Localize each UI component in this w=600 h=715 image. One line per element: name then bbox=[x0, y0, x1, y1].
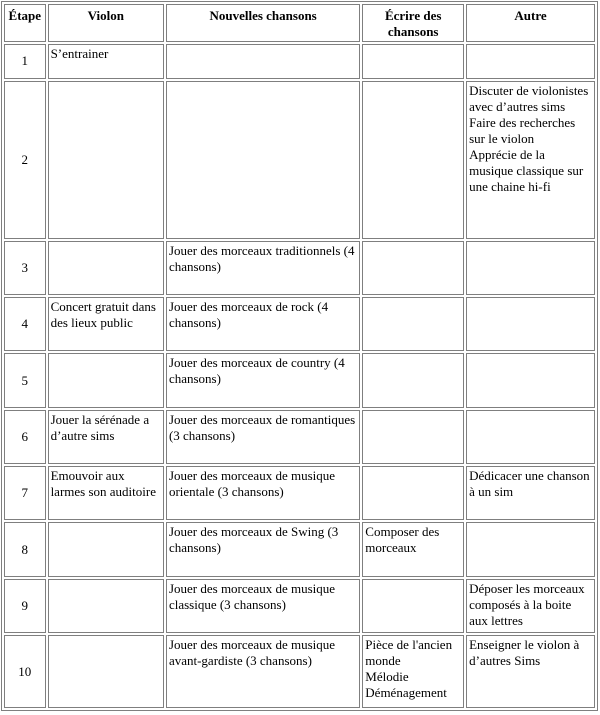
other-cell bbox=[466, 579, 595, 633]
step-number: 9 bbox=[4, 579, 46, 633]
header-other: Autre bbox=[466, 4, 595, 42]
violin-cell bbox=[48, 410, 164, 464]
violin-cell bbox=[48, 635, 164, 708]
write-text: Pièce de l'ancien monde bbox=[365, 637, 453, 669]
violin-cell bbox=[48, 241, 164, 295]
violin-text: S’entrainer bbox=[50, 46, 109, 61]
other-text: Dédicacer une chanson à un sim bbox=[469, 468, 590, 500]
violin-text: Emouvoir aux larmes son auditoire bbox=[50, 468, 156, 500]
write-text: Mélodie bbox=[365, 669, 409, 685]
other-text: Apprécie de la musique classique sur une chaine hi-fi bbox=[469, 146, 584, 194]
table-row bbox=[4, 81, 595, 239]
step-number: 5 bbox=[4, 353, 46, 407]
header-violin: Violon bbox=[48, 4, 164, 42]
write-cell bbox=[362, 353, 464, 407]
table-row bbox=[4, 297, 595, 351]
songs-text: Jouer des morceaux de Swing (3 chansons) bbox=[168, 524, 339, 556]
violin-cell bbox=[48, 522, 164, 576]
violin-cell bbox=[48, 44, 164, 79]
violin-cell bbox=[48, 81, 164, 239]
other-text: Déposer les morceaux composés à la boite aux lettres bbox=[469, 580, 585, 628]
songs-text: Jouer des morceaux de country (4 chansons) bbox=[168, 355, 345, 387]
write-cell bbox=[362, 81, 464, 239]
songs-text: Jouer des morceaux de musique classique (3 chansons) bbox=[168, 580, 336, 612]
table-body bbox=[4, 44, 595, 708]
songs-cell bbox=[166, 466, 360, 520]
violin-text: Jouer la sérénade a d’autre sims bbox=[50, 411, 150, 443]
songs-cell bbox=[166, 635, 360, 708]
skills-table bbox=[1, 1, 598, 711]
step-number: 7 bbox=[4, 466, 46, 520]
step-number: 3 bbox=[4, 241, 46, 295]
other-text: Faire des recherches sur le violon bbox=[469, 114, 576, 146]
songs-cell bbox=[166, 44, 360, 79]
write-text: Composer des morceaux bbox=[365, 524, 440, 556]
table-row bbox=[4, 579, 595, 633]
table-row bbox=[4, 44, 595, 79]
other-cell bbox=[466, 81, 595, 239]
songs-cell bbox=[166, 297, 360, 351]
step-number: 4 bbox=[4, 297, 46, 351]
other-cell bbox=[466, 353, 595, 407]
violin-cell bbox=[48, 353, 164, 407]
songs-cell bbox=[166, 353, 360, 407]
step-number: 1 bbox=[4, 44, 46, 79]
write-cell bbox=[362, 466, 464, 520]
other-cell bbox=[466, 241, 595, 295]
write-cell bbox=[362, 635, 464, 708]
write-cell bbox=[362, 44, 464, 79]
other-text: Discuter de violonistes avec d’autres sims bbox=[469, 82, 589, 114]
other-cell bbox=[466, 635, 595, 708]
other-text: Enseigner le violon à d’autres Sims bbox=[469, 637, 580, 669]
header-write: Écrire des chansons bbox=[362, 4, 464, 42]
songs-text: Jouer des morceaux de rock (4 chansons) bbox=[168, 299, 329, 331]
header-row bbox=[4, 4, 595, 42]
violin-cell bbox=[48, 466, 164, 520]
other-cell bbox=[466, 297, 595, 351]
header-songs: Nouvelles chansons bbox=[166, 4, 360, 42]
table-row bbox=[4, 466, 595, 520]
write-cell bbox=[362, 410, 464, 464]
songs-cell bbox=[166, 579, 360, 633]
violin-cell bbox=[48, 579, 164, 633]
songs-cell bbox=[166, 522, 360, 576]
write-cell bbox=[362, 579, 464, 633]
table-row bbox=[4, 410, 595, 464]
write-text: Déménagement bbox=[365, 685, 447, 701]
songs-cell bbox=[166, 81, 360, 239]
step-number: 10 bbox=[4, 635, 46, 708]
write-cell bbox=[362, 522, 464, 576]
songs-text: Jouer des morceaux de musique orientale (3 chansons) bbox=[168, 468, 336, 500]
table-row bbox=[4, 522, 595, 576]
other-cell bbox=[466, 410, 595, 464]
violin-cell bbox=[48, 297, 164, 351]
step-number: 6 bbox=[4, 410, 46, 464]
songs-text: Jouer des morceaux traditionnels (4 chansons) bbox=[168, 242, 355, 274]
other-cell bbox=[466, 522, 595, 576]
other-cell bbox=[466, 44, 595, 79]
songs-text: Jouer des morceaux de romantiques (3 chansons) bbox=[168, 411, 356, 443]
write-cell bbox=[362, 241, 464, 295]
table-row bbox=[4, 635, 595, 708]
songs-text: Jouer des morceaux de musique avant-gardiste (3 chansons) bbox=[168, 637, 336, 669]
step-number: 2 bbox=[4, 81, 46, 239]
table-row bbox=[4, 241, 595, 295]
header-step: Étape bbox=[4, 4, 46, 42]
violin-text: Concert gratuit dans des lieux public bbox=[50, 299, 156, 331]
songs-cell bbox=[166, 410, 360, 464]
step-number: 8 bbox=[4, 522, 46, 576]
other-cell bbox=[466, 466, 595, 520]
write-cell bbox=[362, 297, 464, 351]
songs-cell bbox=[166, 241, 360, 295]
table-row bbox=[4, 353, 595, 407]
